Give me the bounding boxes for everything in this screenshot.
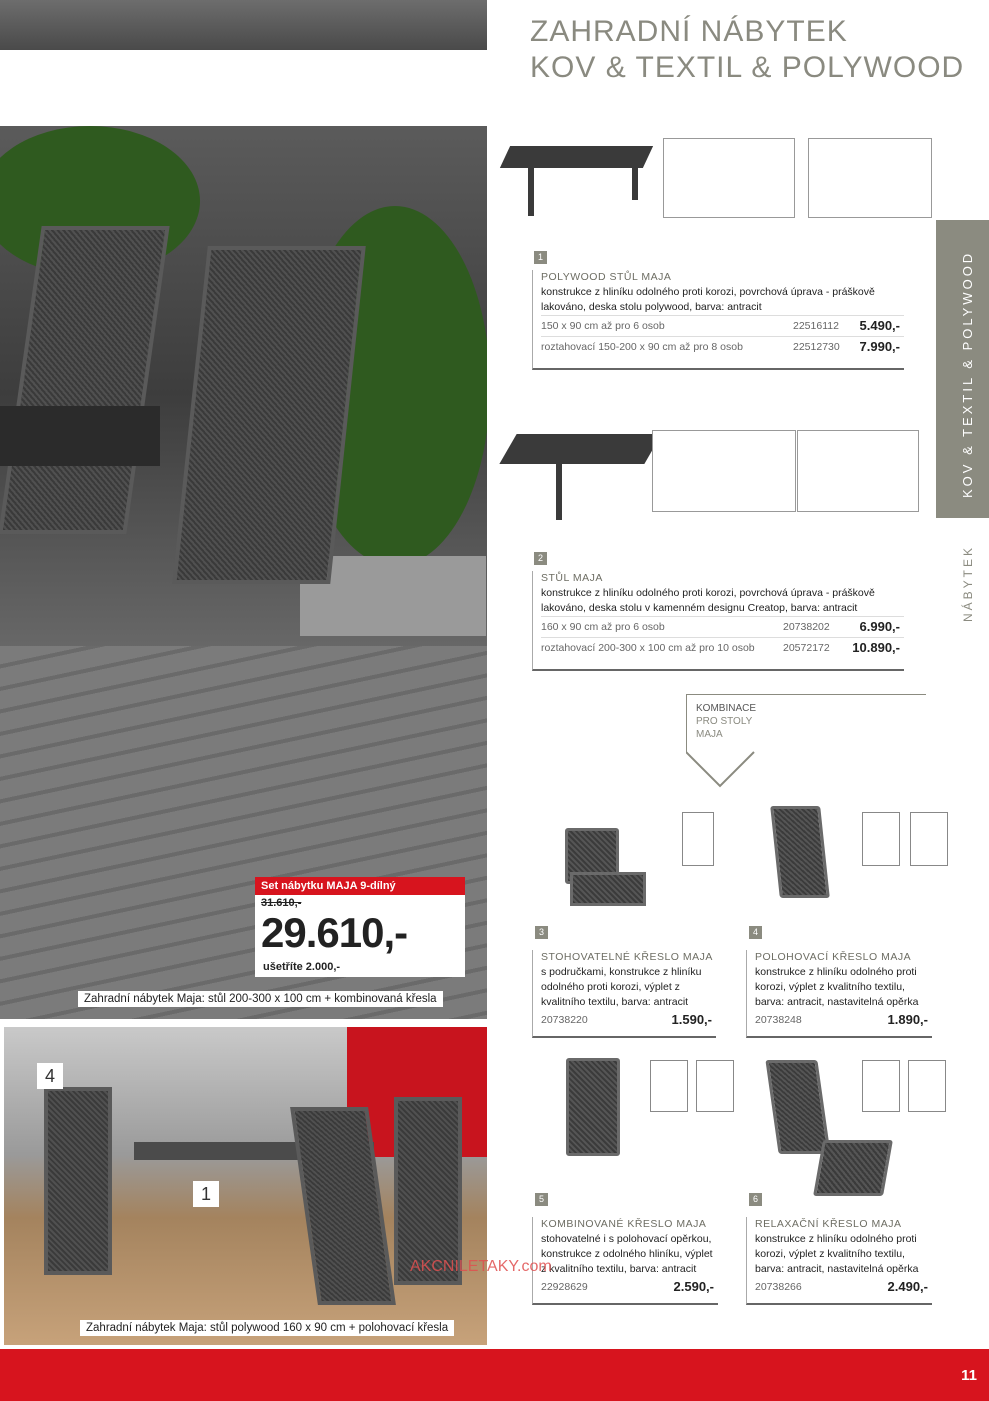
product-number: 5 [535,1193,548,1206]
product-4-block [746,950,932,1038]
chair-6-legrest [813,1140,893,1196]
row-label: 150 x 90 cm až pro 6 osob [541,320,665,332]
chair-left [0,226,170,534]
price-row [541,315,904,336]
product-desc: konstrukce z hliníku odolného proti korozi, výplet z kvalitního textilu, barva: antracit, nastavitelná opěrka [755,1233,919,1275]
chair-5-drawing-a [650,1060,688,1112]
table-2-image [499,434,661,464]
chair-4-image [770,806,830,898]
table-2-leg [556,464,562,520]
chair-6-drawing-a [862,1060,900,1112]
set-title: Set nábytku MAJA 9-dílný [255,877,465,895]
table-1-image [500,146,653,168]
row-price: 7.990,- [859,339,900,354]
price-row [541,1277,718,1297]
photo-number-4: 4 [37,1063,63,1089]
product-name: POLYWOOD STŮL MAJA [541,271,672,283]
savings: ušetříte 2.000,- [263,961,341,973]
row-code: 20572172 [783,642,830,654]
product-code: 22928629 [541,1281,588,1293]
table-1-leg [528,168,534,216]
product-number: 2 [534,552,547,565]
product-name: KOMBINOVANÉ KŘESLO MAJA [541,1218,707,1230]
product-desc: konstrukce z hliníku odolného proti korozi, povrchová úprava - práškově lakováno, deska stolu polywood, barva: antracit [541,286,875,313]
row-code: 22516112 [793,320,839,332]
product-2-block [532,571,904,671]
chair-4-drawing-a [862,812,900,866]
chair-1 [44,1087,112,1275]
old-price: 31.610,- [261,897,302,909]
product-5-block [532,1217,718,1305]
page-number: 11 [961,1367,977,1384]
chair-6-image [765,1060,830,1154]
watermark: AKCNILETAKY.com [410,1258,552,1275]
table-1-leg [632,160,638,200]
product-6-block [746,1217,932,1305]
chair-4-drawing-b [910,812,948,866]
product-desc: konstrukce z hliníku odolného proti korozi, povrchová úprava - práškově lakováno, deska stolu v kamenném designu Creatop, barva: antracit [541,587,875,614]
price-row [541,1010,716,1030]
product-price: 1.590,- [671,1012,712,1027]
bottom-photo-caption: Zahradní nábytek Maja: stůl polywood 160 x 90 cm + polohovací křesla [80,1320,454,1336]
product-code: 20738248 [755,1014,802,1026]
table-1-drawing [663,138,795,218]
set-price-box [255,877,465,977]
product-desc: s područkami, konstrukce z hliníku odolného proti korozi, výplet z kvalitního textilu, barva: antracit [541,966,702,1008]
set-price: 29.610,- [261,909,408,956]
row-code: 22512730 [793,341,840,353]
kombinace-box [686,694,926,790]
product-price: 1.890,- [887,1012,928,1027]
footer-bar [0,1349,989,1401]
row-price: 6.990,- [859,619,900,634]
kombinace-line-1: KOMBINACE [696,703,757,714]
chair-5-drawing-b [696,1060,734,1112]
row-price: 5.490,- [859,318,900,333]
title-line-2: KOV & TEXTIL & POLYWOOD [530,51,965,84]
product-name: RELAXAČNÍ KŘESLO MAJA [755,1218,902,1230]
side-sub-label: NÁBYTEK [961,544,975,622]
product-name: POLOHOVACÍ KŘESLO MAJA [755,951,912,963]
product-3-block [532,950,716,1038]
product-code: 20738266 [755,1281,802,1293]
product-price: 2.590,- [673,1279,714,1294]
product-desc: stohovatelné i s polohovací opěrkou, konstrukce z odolného hliníku, výplet z kvalitního textilu, barva: antracit [541,1233,713,1275]
product-price: 2.490,- [887,1279,928,1294]
product-desc: konstrukce z hliníku odolného proti korozi, výplet z kvalitního textilu, barva: antracit, nastavitelná opěrka [755,966,919,1008]
price-row [541,637,904,658]
price-row [755,1010,932,1030]
product-name: STŮL MAJA [541,572,603,584]
title-line-1: ZAHRADNÍ NÁBYTEK [530,15,848,48]
top-photo-strip [0,0,487,50]
chair-3-drawing [682,812,714,866]
product-number: 1 [534,251,547,264]
row-label: roztahovací 200-300 x 100 cm až pro 10 osob [541,642,755,654]
chair-right [172,246,366,584]
chair-3-seat [570,872,646,906]
table-2-drawing [652,430,796,512]
product-name: STOHOVATELNÉ KŘESLO MAJA [541,951,713,963]
chair-5-image [566,1058,620,1156]
bottom-photo [4,1027,487,1345]
product-number: 3 [535,926,548,939]
side-tab-label: KOV & TEXTIL & POLYWOOD [960,250,975,498]
table-2-drawing-ext [797,430,919,512]
kombinace-line-2: PRO STOLY [696,716,753,727]
kombinace-line-3: MAJA [696,729,723,740]
product-code: 20738220 [541,1014,588,1026]
row-label: roztahovací 150-200 x 90 cm až pro 8 osob [541,341,743,353]
product-number: 4 [749,926,762,939]
main-photo-caption: Zahradní nábytek Maja: stůl 200-300 x 100 cm + kombinovaná křesla [78,991,443,1007]
product-number: 6 [749,1193,762,1206]
photo-number-1: 1 [193,1181,219,1207]
row-price: 10.890,- [852,640,900,655]
product-1-block [532,270,904,370]
kombinace-text [696,702,756,741]
table-1-drawing-ext [808,138,932,218]
page-title [530,14,964,86]
price-row [541,616,904,637]
chair-3 [394,1097,462,1285]
price-row [541,336,904,357]
price-row [755,1277,932,1297]
row-label: 160 x 90 cm až pro 6 osob [541,621,665,633]
row-code: 20738202 [783,621,830,633]
chair-6-drawing-b [908,1060,946,1112]
table-top [0,406,160,466]
